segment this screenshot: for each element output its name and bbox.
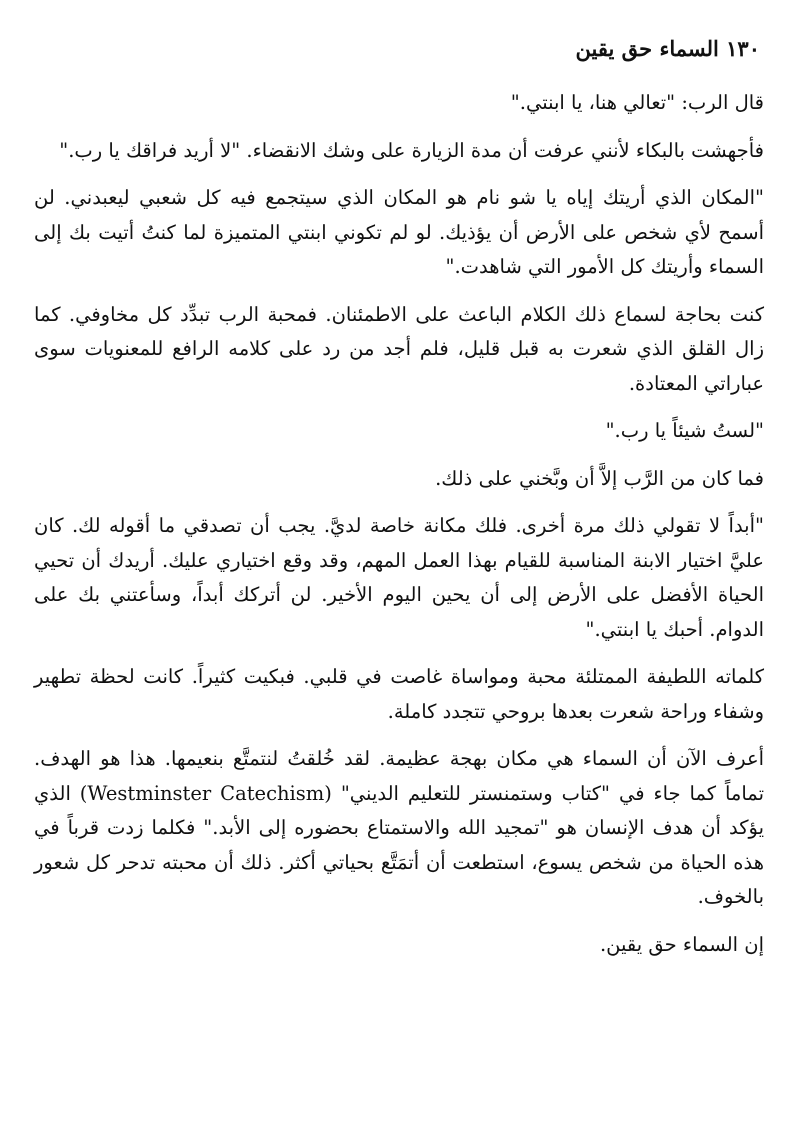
paragraph-3: "المكان الذي أريتك إياه يا شو نام هو المكان الذي سيتجمع فيه كل شعبي ليعبدني. لن أسمح لأي شخص على الأرض أن يؤذيك. لو لم تكوني ابنتي المتميزة لما كنتُ أتيت بك إلى السماء وأريتك كل الأمور التي شاهدت." (34, 186, 764, 278)
paragraph-10: إن السماء حق يقين. (599, 932, 764, 956)
paragraph-7: "أبداً لا تقولي ذلك مرة أخرى. فلك مكانة خاصة لديَّ. يجب أن تصدقي ما أقوله لك. كان عليَّ اختيار الابنة المناسبة للقيام بهذا العمل المهم، وقد وقع اختياري عليك. أريدك أن تحيي الحياة الأفضل على الأرض إلى أن يحين اليوم الأخير. لن أتركك أبداً، وسأعتني بك على الدوام. أحبك يا ابنتي." (34, 514, 764, 641)
running-title: السماء حق يقين (575, 36, 719, 61)
paragraph-1: قال الرب: "تعالي هنا، يا ابنتي." (510, 91, 764, 114)
paragraph-6: فما كان من الرَّب إلاَّ أن وبَّخني على ذلك. (435, 466, 764, 490)
page-number: ١٣٠ (726, 36, 760, 61)
paragraph-4: كنت بحاجة لسماع ذلك الكلام الباعث على الاطمئنان. فمحبة الرب تبدِّد كل مخاوفي. كما زال القلق الذي شعرت به قبل قليل، فلم أجد من رد على كلامه الرافع للمعنويات سوى عباراتي المعتادة. (34, 302, 764, 395)
paragraph-9: أعرف الآن أن السماء هي مكان بهجة عظيمة. لقد خُلقتُ لنتمتَّع بنعيمها. هذا هو الهدف. تماماً كما جاء في "كتاب وستمنستر للتعليم الديني" (Westminster Catechism) الذي يؤكد أن هدف الإنسان هو "تمجيد الله والاستمتاع بحضوره إلى الأبد." فكلما زدت قرباً في هذه الحياة من شخص يسوع، استطعت أن أتمَتَّع بحياتي أكثر. ذلك أن محبته تدحر كل شعور بالخوف. (34, 747, 764, 908)
running-header (40, 34, 760, 64)
paragraph-5: "لستُ شيئاً يا رب." (605, 419, 764, 442)
page-body (34, 86, 764, 975)
paragraph-2: فأجهشت بالبكاء لأنني عرفت أن مدة الزيارة على وشك الانقضاء. "لا أريد فراقك يا رب." (59, 138, 764, 162)
paragraph-8: كلماته اللطيفة الممتلئة محبة ومواساة غاصت في قلبي. فبكيت كثيراً. كانت لحظة تطهير وشفاء وراحة شعرت بعدها بروحي تتجدد كاملة. (34, 665, 764, 723)
